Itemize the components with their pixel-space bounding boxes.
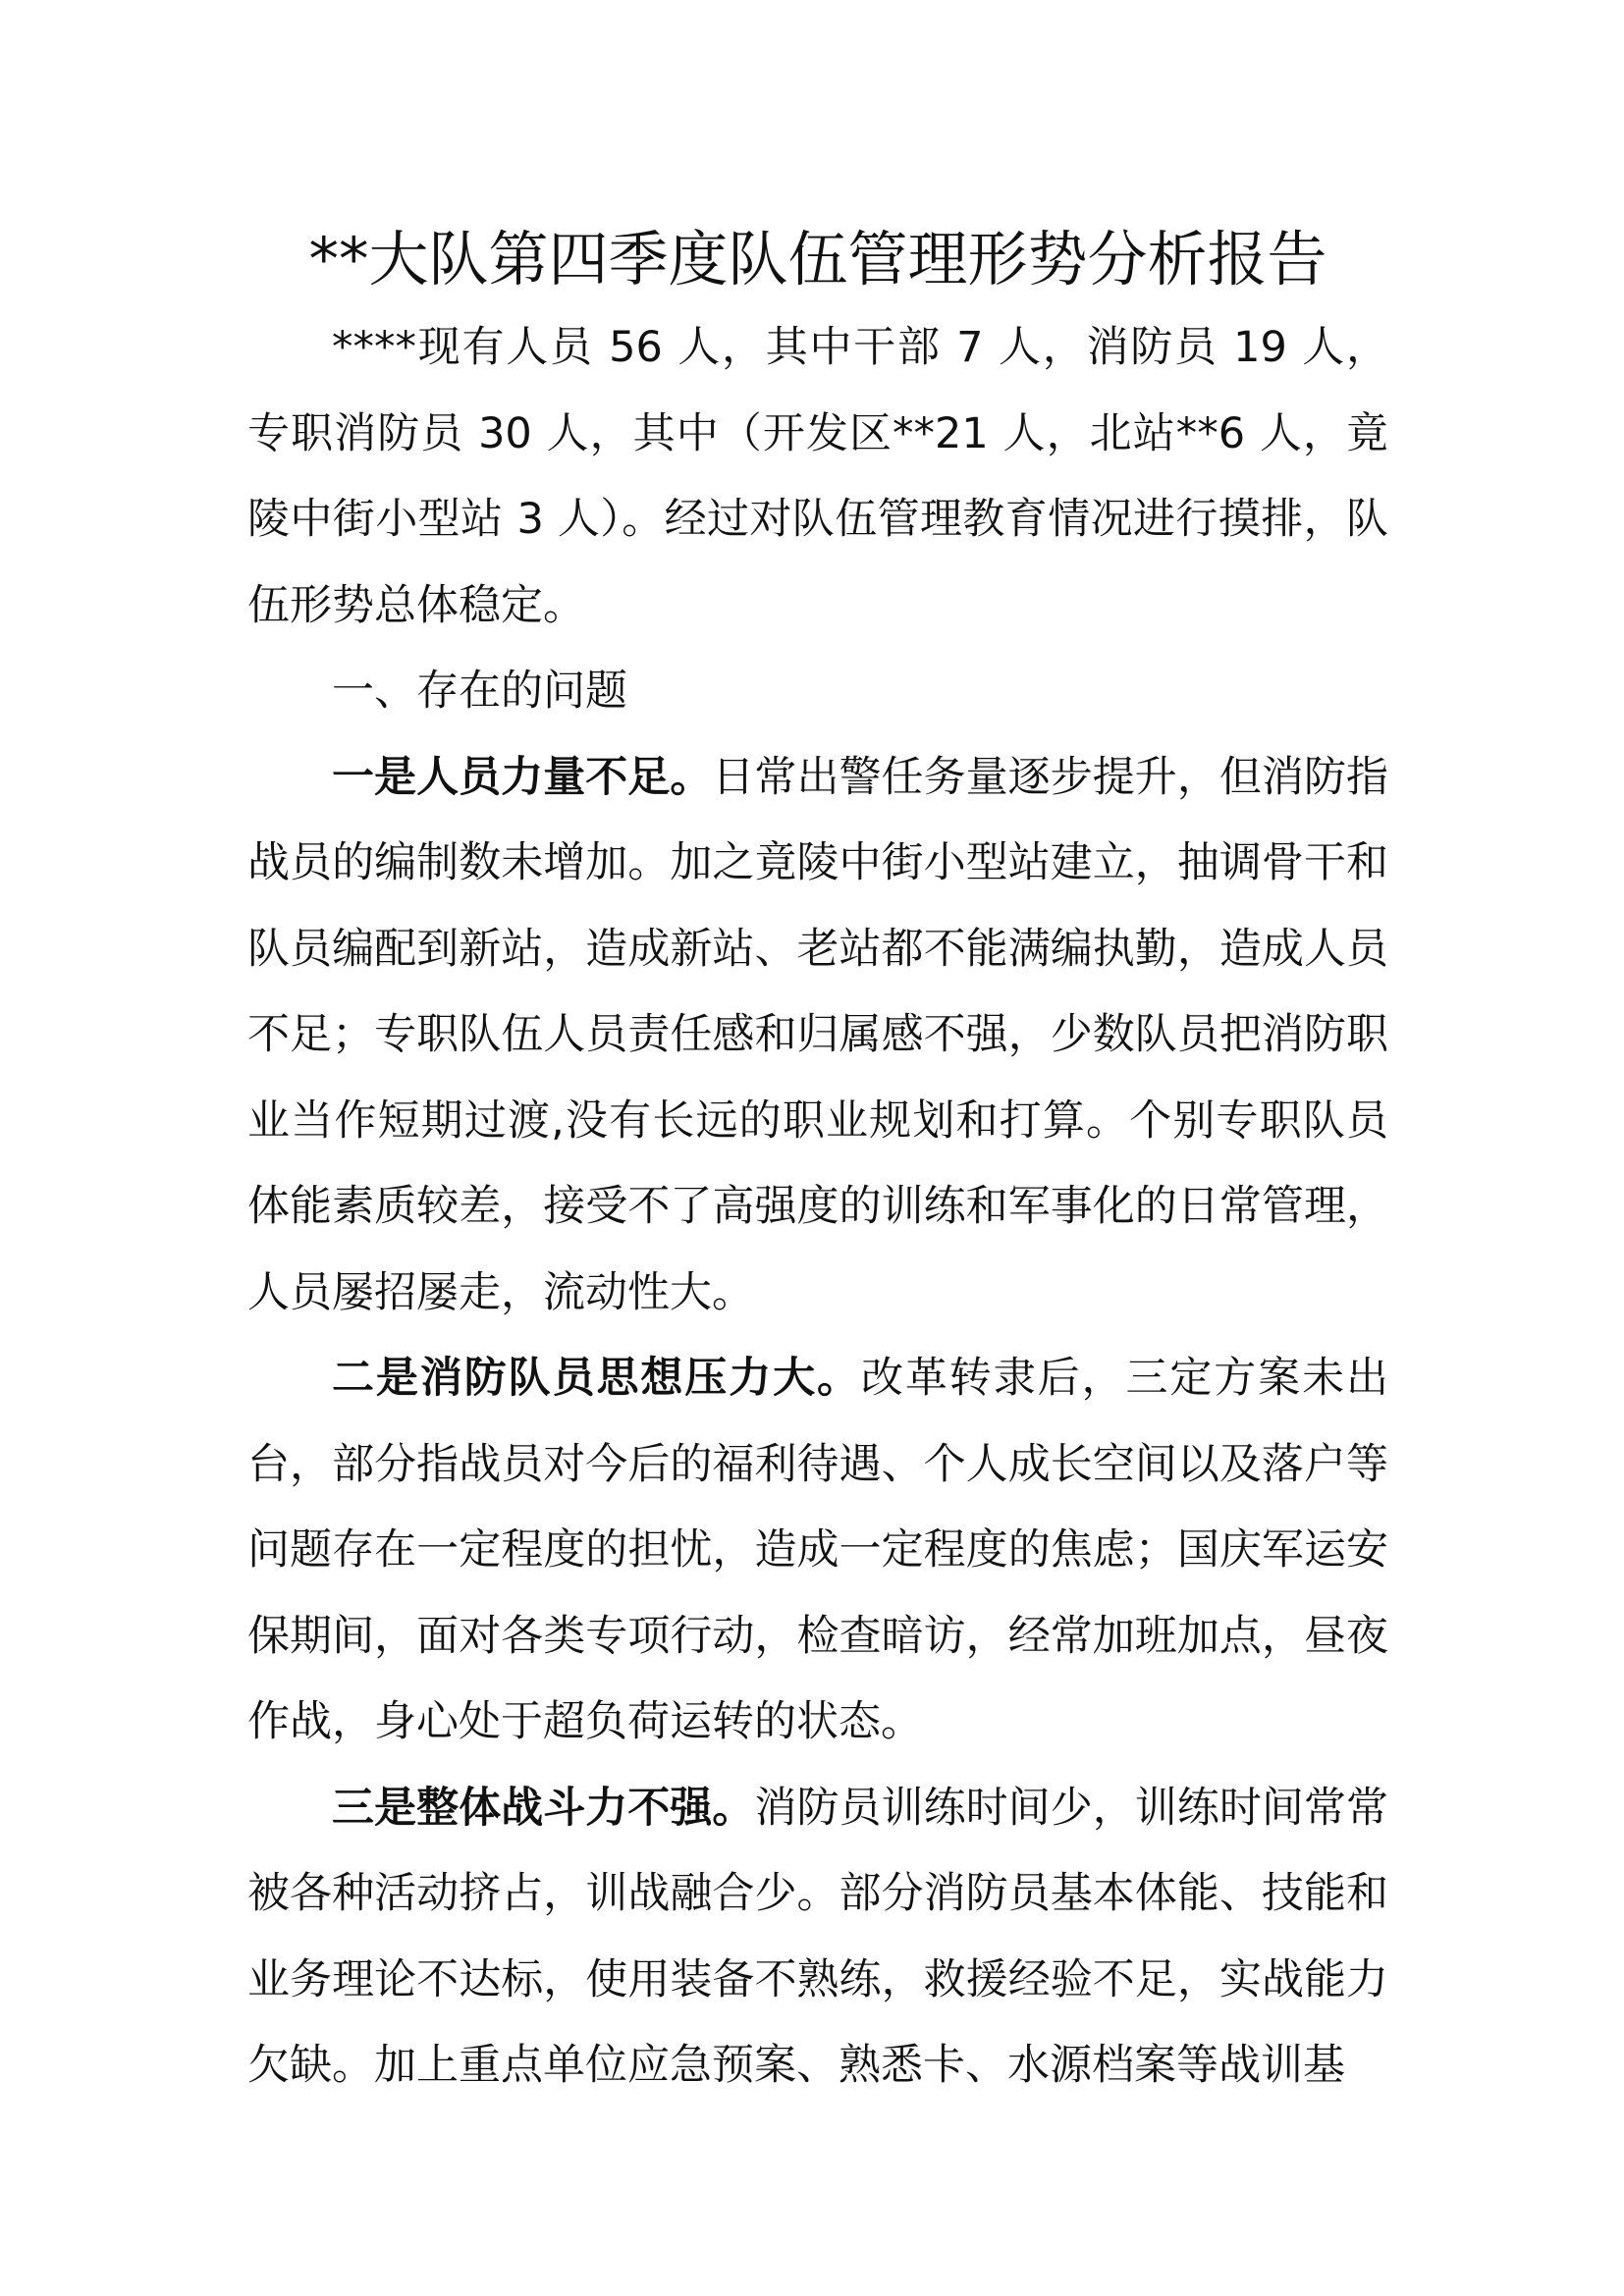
intro-paragraph: ****现有人员 56 人，其中干部 7 人，消防员 19 人，专职消防员 30 人，其中（开发区**21 人，北站**6 人，竟陵中街小型站 3 人）。经过对队伍管理教育情况进行摸排，队伍形势总体稳定。 (247, 323, 1388, 630)
document-page (247, 211, 1388, 2109)
problem-item-3 (247, 1766, 1388, 2109)
document-title: **大队第四季度队伍管理形势分析报告 (308, 225, 1327, 294)
problem-item-2-text: 改革转隶后，三定方案未出台，部分指战员对今后的福利待遇、个人成长空间以及落户等问题存在一定程度的担忧，造成一定程度的焦虑；国庆军运安保期间，面对各类专项行动，检查暗访，经常加班加点，昼夜作战，身心处于超负荷运转的状态。 (247, 1354, 1389, 1746)
problem-item-1-lead: 一是人员力量不足。 (332, 752, 713, 802)
problem-item-2-lead: 二是消防队员思想压力大。 (332, 1354, 861, 1403)
problem-item-2 (247, 1336, 1388, 1766)
section-heading-problems: 一、存在的问题 (332, 667, 627, 716)
problem-item-1 (247, 735, 1388, 1337)
problem-item-1-text: 日常出警任务量逐步提升，但消防指战员的编制数未增加。加之竟陵中街小型站建立，抽调骨干和队员编配到新站，造成新站、老站都不能满编执勤，造成人员不足；专职队伍人员责任感和归属感不强，少数队员把消防职业当作短期过渡,没有长远的职业规划和打算。个别专职队员体能素质较差，接受不了高强度的训练和军事化的日常管理，人员屡招屡走，流动性大。 (247, 752, 1388, 1317)
problem-item-3-text: 消防员训练时间少，训练时间常常被各种活动挤占，训战融合少。部分消防员基本体能、技能和业务理论不达标，使用装备不熟练，救援经验不足，实战能力欠缺。加上重点单位应急预案、熟悉卡、水源档案等战训基 (247, 1783, 1389, 2090)
problem-item-3-lead: 三是整体战斗力不强。 (332, 1783, 755, 1833)
